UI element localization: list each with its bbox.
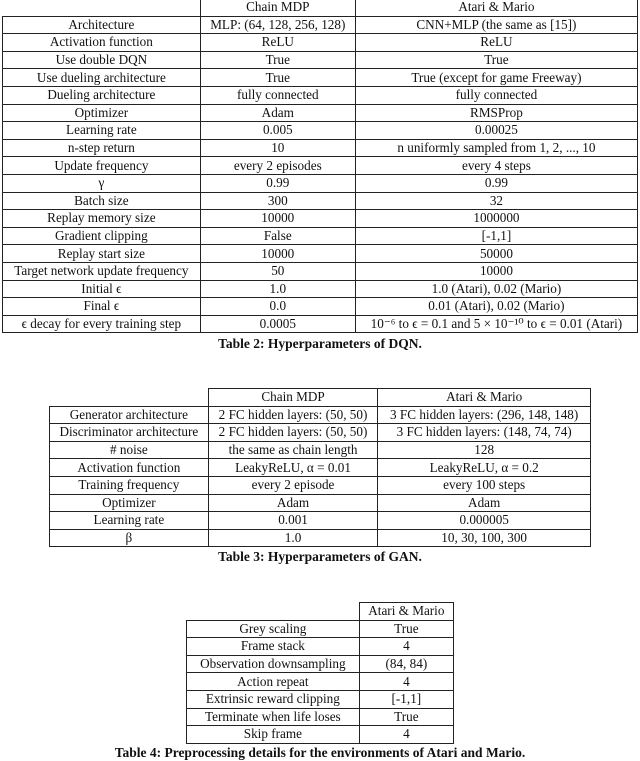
value-cell: 0.0005 bbox=[200, 315, 355, 333]
table-row bbox=[3, 16, 638, 34]
row-label-cell: Learning rate bbox=[3, 122, 201, 140]
column-header: Atari & Mario bbox=[359, 603, 453, 621]
value-cell: True bbox=[355, 51, 637, 69]
table-row bbox=[3, 280, 638, 298]
table-row bbox=[3, 210, 638, 228]
table-row bbox=[3, 245, 638, 263]
table-row bbox=[3, 298, 638, 316]
value-cell: 0.0 bbox=[200, 298, 355, 316]
value-cell: 2 FC hidden layers: (50, 50) bbox=[208, 406, 378, 424]
row-label-cell: Grey scaling bbox=[187, 620, 360, 638]
table-row bbox=[187, 726, 454, 744]
value-cell: [-1,1] bbox=[359, 690, 453, 708]
table-row bbox=[50, 459, 591, 477]
row-label-cell: n-step return bbox=[3, 139, 201, 157]
row-label-cell: Action repeat bbox=[187, 673, 360, 691]
row-label-cell: Gradient clipping bbox=[3, 227, 201, 245]
table-row bbox=[187, 620, 454, 638]
row-label-cell: Activation function bbox=[50, 459, 209, 477]
table-row bbox=[50, 406, 591, 424]
row-label-cell: Activation function bbox=[3, 34, 201, 52]
row-label-cell: Update frequency bbox=[3, 157, 201, 175]
value-cell: every 2 episodes bbox=[200, 157, 355, 175]
table-row bbox=[3, 122, 638, 140]
value-cell: 32 bbox=[355, 192, 637, 210]
value-cell: CNN+MLP (the same as [15]) bbox=[355, 16, 637, 34]
column-header: Atari & Mario bbox=[355, 0, 637, 16]
table-header-row bbox=[3, 0, 638, 16]
table-row bbox=[3, 227, 638, 245]
table-4-caption: Table 4: Preprocessing details for the environments of Atari and Mario. bbox=[114, 745, 526, 760]
table-row bbox=[3, 51, 638, 69]
value-cell: every 4 steps bbox=[355, 157, 637, 175]
value-cell: (84, 84) bbox=[359, 655, 453, 673]
header-blank-cell bbox=[3, 0, 201, 16]
column-header: Atari & Mario bbox=[378, 389, 591, 407]
table-3 bbox=[49, 388, 591, 547]
table-header-row bbox=[187, 603, 454, 621]
value-cell: the same as chain length bbox=[208, 441, 378, 459]
table-4 bbox=[186, 602, 454, 744]
table-row bbox=[187, 655, 454, 673]
value-cell: Adam bbox=[378, 494, 591, 512]
value-cell: 0.005 bbox=[200, 122, 355, 140]
value-cell: 300 bbox=[200, 192, 355, 210]
value-cell: True (except for game Freeway) bbox=[355, 69, 637, 87]
row-label-cell: Architecture bbox=[3, 16, 201, 34]
row-label-cell: Discriminator architecture bbox=[50, 424, 209, 442]
table-row bbox=[187, 708, 454, 726]
value-cell: 10⁻⁶ to ϵ = 0.1 and 5 × 10⁻¹⁰ to ϵ = 0.01 (Atari) bbox=[355, 315, 637, 333]
table-row bbox=[3, 262, 638, 280]
row-label-cell: Training frequency bbox=[50, 476, 209, 494]
value-cell: 10000 bbox=[355, 262, 637, 280]
row-label-cell: Final ϵ bbox=[3, 298, 201, 316]
value-cell: 1.0 (Atari), 0.02 (Mario) bbox=[355, 280, 637, 298]
value-cell: every 100 steps bbox=[378, 476, 591, 494]
row-label-cell: Replay memory size bbox=[3, 210, 201, 228]
table-3-caption: Table 3: Hyperparameters of GAN. bbox=[218, 549, 422, 564]
value-cell: [-1,1] bbox=[355, 227, 637, 245]
column-header: Chain MDP bbox=[200, 0, 355, 16]
row-label-cell: Learning rate bbox=[50, 512, 209, 530]
table-row bbox=[3, 139, 638, 157]
header-blank-cell bbox=[50, 389, 209, 407]
value-cell: Adam bbox=[200, 104, 355, 122]
row-label-cell: Target network update frequency bbox=[3, 262, 201, 280]
value-cell: 0.99 bbox=[200, 174, 355, 192]
value-cell: MLP: (64, 128, 256, 128) bbox=[200, 16, 355, 34]
table-row bbox=[3, 315, 638, 333]
value-cell: 10000 bbox=[200, 245, 355, 263]
header-blank-cell bbox=[187, 603, 360, 621]
table-row bbox=[50, 441, 591, 459]
row-label-cell: ϵ decay for every training step bbox=[3, 315, 201, 333]
value-cell: 0.000005 bbox=[378, 512, 591, 530]
row-label-cell: Optimizer bbox=[50, 494, 209, 512]
table-row bbox=[3, 86, 638, 104]
value-cell: False bbox=[200, 227, 355, 245]
table-row bbox=[50, 424, 591, 442]
value-cell: 2 FC hidden layers: (50, 50) bbox=[208, 424, 378, 442]
table-2-caption: Table 2: Hyperparameters of DQN. bbox=[218, 336, 422, 351]
row-label-cell: γ bbox=[3, 174, 201, 192]
value-cell: ReLU bbox=[355, 34, 637, 52]
value-cell: every 2 episode bbox=[208, 476, 378, 494]
value-cell: 4 bbox=[359, 726, 453, 744]
value-cell: 0.99 bbox=[355, 174, 637, 192]
row-label-cell: Skip frame bbox=[187, 726, 360, 744]
row-label-cell: Use dueling architecture bbox=[3, 69, 201, 87]
value-cell: 0.01 (Atari), 0.02 (Mario) bbox=[355, 298, 637, 316]
value-cell: ReLU bbox=[200, 34, 355, 52]
value-cell: 50000 bbox=[355, 245, 637, 263]
value-cell: 1000000 bbox=[355, 210, 637, 228]
table-row bbox=[50, 512, 591, 530]
row-label-cell: Optimizer bbox=[3, 104, 201, 122]
value-cell: 0.00025 bbox=[355, 122, 637, 140]
value-cell: 10, 30, 100, 300 bbox=[378, 529, 591, 547]
table-row bbox=[187, 638, 454, 656]
table-row bbox=[3, 34, 638, 52]
value-cell: fully connected bbox=[355, 86, 637, 104]
table-row bbox=[3, 174, 638, 192]
value-cell: 128 bbox=[378, 441, 591, 459]
table-row bbox=[187, 690, 454, 708]
value-cell: RMSProp bbox=[355, 104, 637, 122]
row-label-cell: Generator architecture bbox=[50, 406, 209, 424]
value-cell: 10000 bbox=[200, 210, 355, 228]
row-label-cell: Frame stack bbox=[187, 638, 360, 656]
value-cell: fully connected bbox=[200, 86, 355, 104]
value-cell: 4 bbox=[359, 673, 453, 691]
row-label-cell: β bbox=[50, 529, 209, 547]
table-row bbox=[50, 494, 591, 512]
row-label-cell: Batch size bbox=[3, 192, 201, 210]
value-cell: True bbox=[359, 620, 453, 638]
row-label-cell: Initial ϵ bbox=[3, 280, 201, 298]
value-cell: 3 FC hidden layers: (148, 74, 74) bbox=[378, 424, 591, 442]
value-cell: LeakyReLU, α = 0.2 bbox=[378, 459, 591, 477]
value-cell: 10 bbox=[200, 139, 355, 157]
table-header-row bbox=[50, 389, 591, 407]
value-cell: 1.0 bbox=[208, 529, 378, 547]
table-row bbox=[3, 192, 638, 210]
value-cell: True bbox=[200, 69, 355, 87]
row-label-cell: Extrinsic reward clipping bbox=[187, 690, 360, 708]
table-row bbox=[3, 69, 638, 87]
value-cell: Adam bbox=[208, 494, 378, 512]
table-2 bbox=[2, 0, 638, 333]
table-row bbox=[3, 157, 638, 175]
value-cell: 3 FC hidden layers: (296, 148, 148) bbox=[378, 406, 591, 424]
table-row bbox=[50, 476, 591, 494]
column-header: Chain MDP bbox=[208, 389, 378, 407]
value-cell: n uniformly sampled from 1, 2, ..., 10 bbox=[355, 139, 637, 157]
value-cell: 1.0 bbox=[200, 280, 355, 298]
value-cell: 50 bbox=[200, 262, 355, 280]
table-row bbox=[50, 529, 591, 547]
table-row bbox=[3, 104, 638, 122]
value-cell: 0.001 bbox=[208, 512, 378, 530]
value-cell: True bbox=[359, 708, 453, 726]
row-label-cell: # noise bbox=[50, 441, 209, 459]
row-label-cell: Terminate when life loses bbox=[187, 708, 360, 726]
row-label-cell: Dueling architecture bbox=[3, 86, 201, 104]
row-label-cell: Replay start size bbox=[3, 245, 201, 263]
row-label-cell: Use double DQN bbox=[3, 51, 201, 69]
value-cell: LeakyReLU, α = 0.01 bbox=[208, 459, 378, 477]
table-row bbox=[187, 673, 454, 691]
row-label-cell: Observation downsampling bbox=[187, 655, 360, 673]
value-cell: 4 bbox=[359, 638, 453, 656]
value-cell: True bbox=[200, 51, 355, 69]
